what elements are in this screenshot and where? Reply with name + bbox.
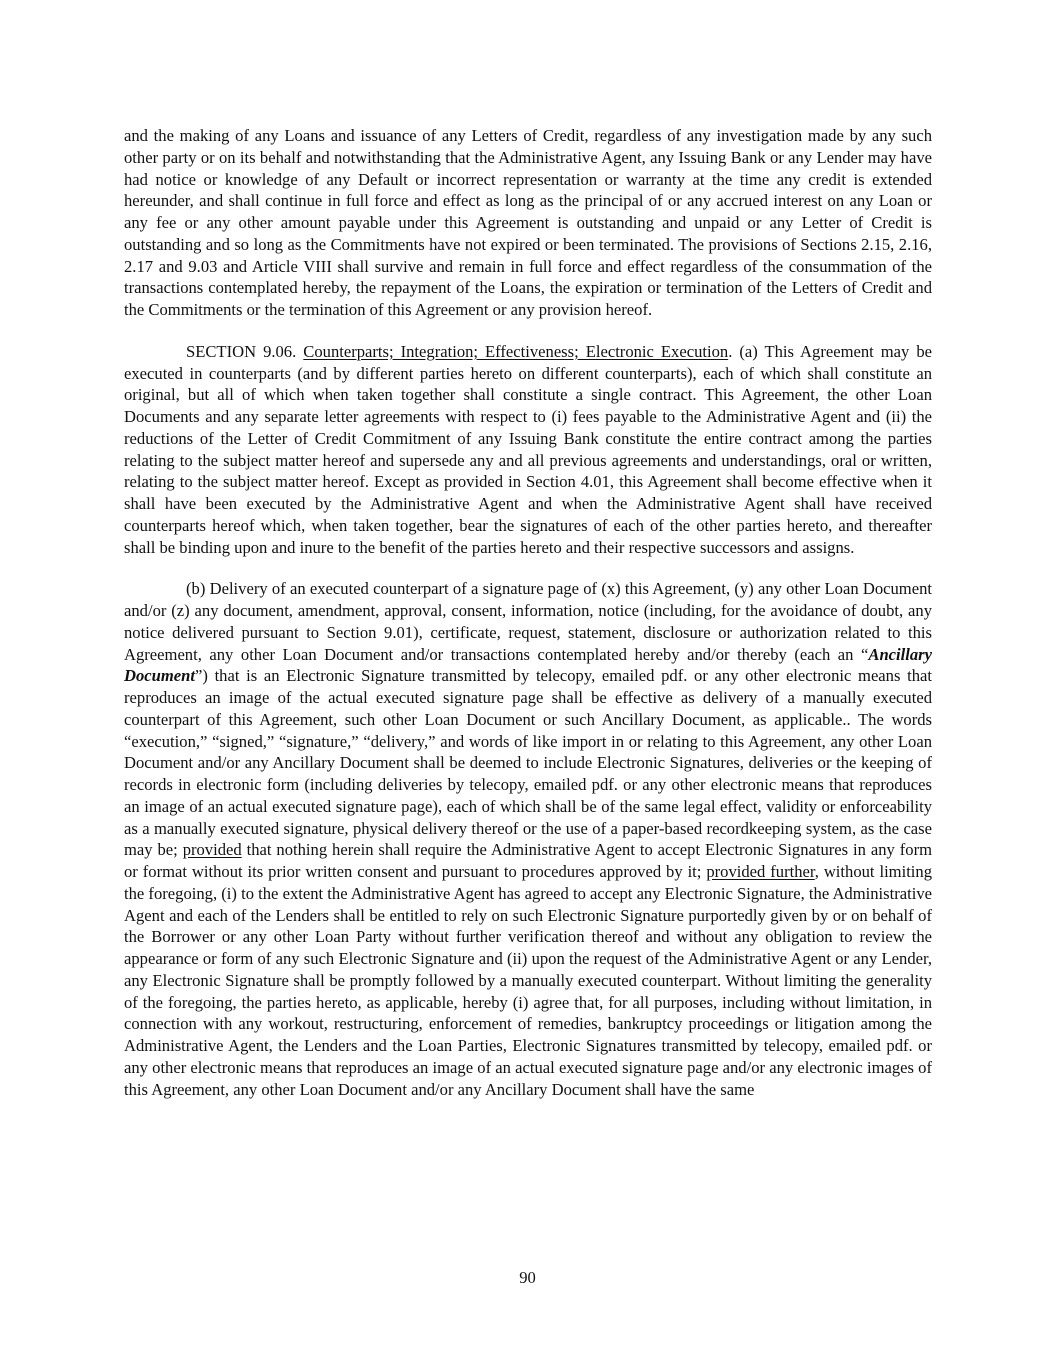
page-number: 90 (519, 1268, 536, 1287)
section-heading: Counterparts; Integration; Effectiveness; Electronic Execution (303, 341, 729, 361)
paragraph-section-9-06 (124, 341, 932, 559)
paragraph-section-9-06-b (124, 578, 932, 1100)
proviso-provided: provided (182, 840, 242, 860)
paragraph-text-a: (b) Delivery of an executed counterpart of a signature page of (x) this Agreement, (y) any other Loan Document and/or (z) any document, amendment, approval, consent, information, notice (including, for the avoidance of doubt, any notice delivered pursuant to Section 9.01), certificate, request, statement, disclosure or authorization related to this Agreement, any other Loan Document and/or transactions contemplated hereby and/or thereby (each an “ (124, 579, 932, 664)
proviso-provided-further: provided further (706, 862, 815, 881)
document-body (124, 125, 932, 1100)
paragraph-text-c: that nothing herein shall require the Administrative Agent to accept Electronic Signatures in any form or format without its prior written consent and pursuant to procedures approved by it; (124, 840, 932, 881)
paragraph-survival: and the making of any Loans and issuance of any Letters of Credit, regardless of any investigation made by any such other party or on its behalf and notwithstanding that the Administrative Agent, any Issuing Bank or any Lender may have had notice or knowledge of any Default or incorrect representation or warranty at the time any credit is extended hereunder, and shall continue in full force and effect as long as the principal of or any accrued interest on any Loan or any fee or any other amount payable under this Agreement is outstanding and unpaid or any Letter of Credit is outstanding and so long as the Commitments have not expired or been terminated. The provisions of Sections 2.15, 2.16, 2.17 and 9.03 and Article VIII shall survive and remain in full force and effect regardless of the consummation of the transactions contemplated hereby, the repayment of the Loans, the expiration or termination of the Letters of Credit and the Commitments or the termination of this Agreement or any provision hereof. (124, 126, 932, 319)
section-label: SECTION 9.06. (186, 341, 297, 361)
section-text: . (a) This Agreement may be executed in counterparts (and by different parties hereto on different counterparts), each of which shall constitute an original, but all of which when taken together shall constitute a single contract. This Agreement, the other Loan Documents and any separate letter agreements with respect to (i) fees payable to the Administrative Agent and (ii) the reductions of the Letter of Credit Commitment of any Issuing Bank constitute the entire contract among the parties relating to the subject matter hereof and supersede any and all previous agreements and understandings, oral or written, relating to the subject matter hereof. Except as provided in Section 4.01, this Agreement shall become effective when it shall have been executed by the Administrative Agent and when the Administrative Agent shall have received counterparts hereof which, when taken together, bear the signatures of each of the other parties hereto, and thereafter shall be binding upon and inure to the benefit of the parties hereto and their respective successors and assigns. (124, 341, 933, 557)
paragraph-text-d: , without limiting the foregoing, (i) to the extent the Administrative Agent has agreed to accept any Electronic Signature, the Administrative Agent and each of the Lenders shall be entitled to rely on such Electronic Signature purportedly given by or on behalf of the Borrower or any other Loan Party without further verification thereof and without any obligation to review the appearance or form of any such Electronic Signature and (ii) upon the request of the Administrative Agent or any Lender, any Electronic Signature shall be promptly followed by a manually executed counterpart. Without limiting the generality of the foregoing, the parties hereto, as applicable, hereby (i) agree that, for all purposes, including without limitation, in connection with any workout, restructuring, enforcement of remedies, bankruptcy proceedings or litigation among the Administrative Agent, the Lenders and the Loan Parties, Electronic Signatures transmitted by telecopy, emailed pdf. or any other electronic means that reproduces an image of an actual executed signature page and/or any electronic images of this Agreement, any other Loan Document and/or any Ancillary Document shall have the same (124, 862, 933, 1099)
paragraph-text-b: ”) that is an Electronic Signature transmitted by telecopy, emailed pdf. or any other electronic means that reproduces an image of the actual executed signature page shall be effective as delivery of a manually executed counterpart of this Agreement, such other Loan Document or such Ancillary Document, as applicable.. The words “execution,” “signed,” “signature,” “delivery,” and words of like import in or relating to this Agreement, any other Loan Document and/or any Ancillary Document shall be deemed to include Electronic Signatures, deliveries or the keeping of records in electronic form (including deliveries by telecopy, emailed pdf. or any other electronic means that reproduces an image of an actual executed signature page), each of which shall be of the same legal effect, validity or enforceability as a manually executed signature, physical delivery thereof or the use of a paper-based recordkeeping system, as the case may be; (124, 666, 932, 860)
defined-term-ancillary-document: Ancillary Document (124, 644, 932, 686)
